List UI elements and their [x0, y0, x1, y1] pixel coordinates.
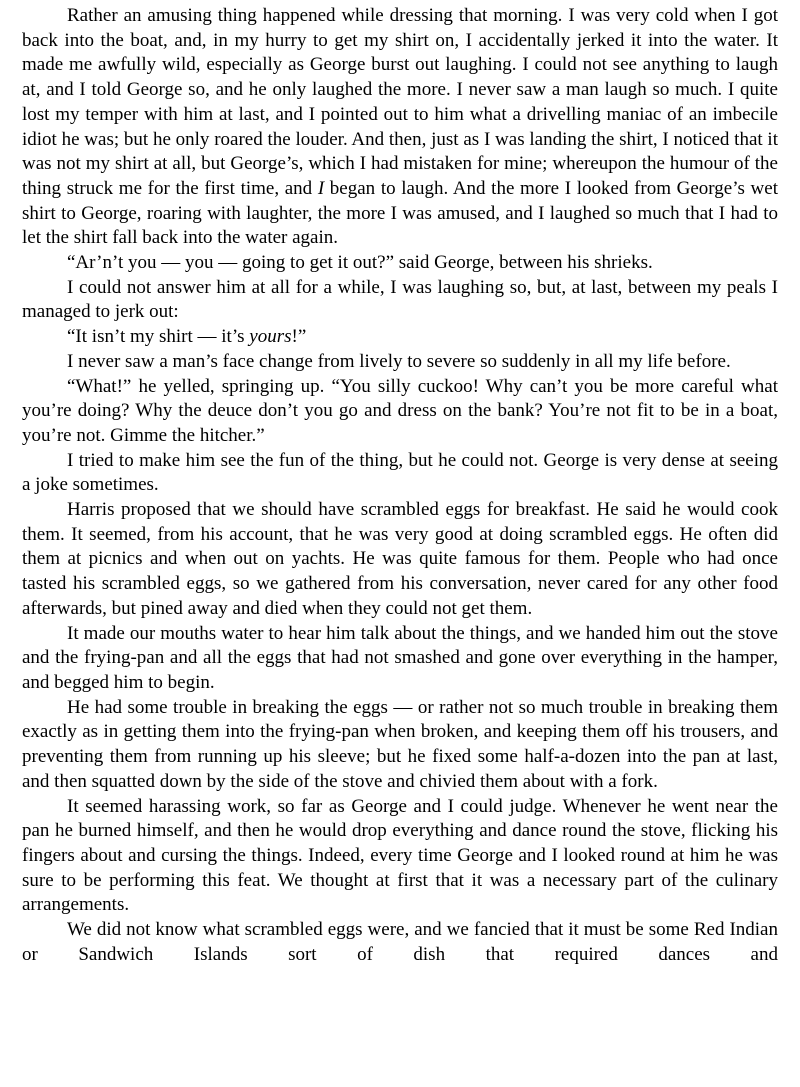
- text-run: It made our mouths water to hear him talk about the things, and we handed him out the stove and the frying-pan and all the eggs that had not smashed and gone over everything in the hamper, and begged him to begin.: [22, 622, 778, 693]
- text-run: I tried to make him see the fun of the thing, but he could not. George is very dense at seeing a joke sometimes.: [22, 449, 778, 496]
- text-run: I could not answer him at all for a while, I was laughing so, but, at last, between my peals I managed to jerk out:: [22, 276, 778, 323]
- text-run: It seemed harassing work, so far as George and I could judge. Whenever he went near the pan he burned himself, and then he would drop everything and dance round the stove, flicking his fingers about and cursing the things. Indeed, every time George and I looked round at him he was sure to be performing this feat. We thought at first that it was a necessary part of the culinary arrangements.: [22, 795, 778, 916]
- text-run: I never saw a man’s face change from lively to severe so suddenly in all my life before.: [67, 350, 731, 372]
- text-run: !”: [291, 326, 307, 348]
- text-run: Harris proposed that we should have scrambled eggs for breakfast. He said he would cook them. It seemed, from his account, that he was very good at doing scrambled eggs. He often did them at picnics and when out on yachts. He was quite famous for them. People who had once tasted his scrambled eggs, so we gathered from his conversation, never cared for any other food afterwards, but pined away and died when they could not get them.: [22, 499, 778, 619]
- text-run: “Ar’n’t you — you — going to get it out?” said George, between his shrieks.: [67, 252, 653, 274]
- paragraph: [22, 325, 778, 350]
- paragraph: [22, 276, 778, 325]
- paragraph: [22, 918, 778, 967]
- paragraph: [22, 251, 778, 276]
- paragraph: [22, 449, 778, 498]
- italic-text-run: I: [317, 177, 325, 199]
- text-run: began to laugh. And the more I looked from George’s wet shirt to George, roaring with laughter, the more I was amused, and I laughed so much that I had to let the shirt fall back into the water again.: [22, 177, 778, 249]
- paragraph: [22, 4, 778, 251]
- paragraph: [22, 795, 778, 919]
- paragraph: [22, 350, 778, 375]
- text-run: We did not know what scrambled eggs were, and we fancied that it must be some Red Indian or Sandwich Islands sort of dish that required dances and: [22, 919, 778, 965]
- paragraph: [22, 622, 778, 696]
- italic-text-run: yours: [249, 326, 292, 348]
- document-body: [22, 4, 778, 967]
- paragraph: [22, 696, 778, 795]
- text-run: “It isn’t my shirt — it’s: [67, 326, 250, 348]
- text-run: “What!” he yelled, springing up. “You silly cuckoo! Why can’t you be more careful what you’re doing? Why the deuce don’t you go and dress on the bank? You’re not fit to be in a boat, you’re not. Gimme the hitcher.”: [22, 375, 778, 446]
- paragraph: [22, 375, 778, 449]
- text-run: Rather an amusing thing happened while dressing that morning. I was very cold when I got back into the boat, and, in my hurry to get my shirt on, I accidentally jerked it into the water. It made me awfully wild, especially as George burst out laughing. I could not see anything to laugh at, and I told George so, and he only laughed the more. I never saw a man laugh so much. I quite lost my temper with him at last, and I pointed out to him what a drivelling maniac of an imbecile idiot he was; but he only roared the louder. And then, just as I was landing the shirt, I noticed that it was not my shirt at all, but George’s, which I had mistaken for mine; whereupon the humour of the thing struck me for the first time, and: [22, 5, 778, 199]
- paragraph: [22, 498, 778, 622]
- text-run: He had some trouble in breaking the eggs — or rather not so much trouble in breaking them exactly as in getting them into the frying-pan when broken, and keeping them off his trousers, and preventing them from running up his sleeve; but he fixed some half-a-dozen into the pan at last, and then squatted down by the side of the stove and chivied them about with a fork.: [22, 696, 778, 792]
